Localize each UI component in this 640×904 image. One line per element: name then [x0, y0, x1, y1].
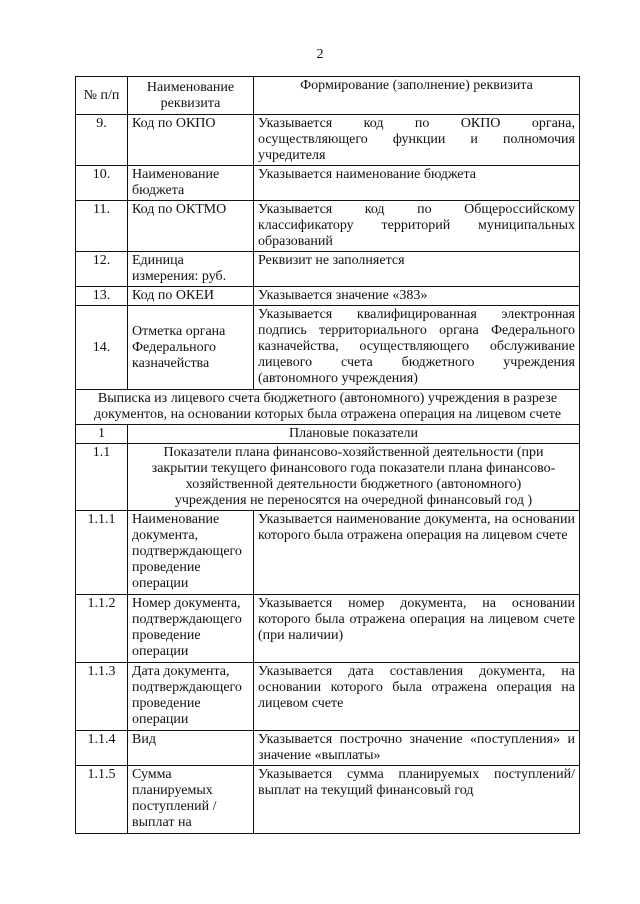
section-heading: Плановые показатели [128, 425, 580, 444]
table-row [76, 306, 580, 390]
table-row [76, 252, 580, 287]
row-description: Указывается построчно значение «поступления» и значение «выплаты» [254, 731, 580, 766]
row-name: Наименование бюджета [128, 166, 254, 201]
row-description: Указывается код по ОКПО органа, осуществляющего функции и полномочия учредителя [254, 115, 580, 166]
row-name: Сумма планируемых поступлений / выплат на [128, 766, 254, 834]
subsection-number: 1.1 [76, 444, 128, 511]
subsection-row [76, 444, 580, 511]
row-description: Указывается наименование документа, на основании которого была отражена операция на лицевом счете [254, 511, 580, 595]
row-description: Указывается квалифицированная электронная подпись территориального органа Федерального казначейства, осуществляющего обслуживание лицевого счета бюджетного учреждения (автономного учреждения) [254, 306, 580, 390]
header-number: № п/п [76, 77, 128, 115]
row-name: Код по ОКЕИ [128, 287, 254, 306]
subsection-heading: Показатели плана финансово-хозяйственной деятельности (при закрытии текущего финансового года показатели плана финансово-хозяйственной деятельности бюджетного (автономного) учреждения не переносятся на очередной финансовый год ) [128, 444, 580, 511]
section-title: Выписка из лицевого счета бюджетного (автономного) учреждения в разрезе документов, на основании которых была отражена операция на лицевом счете [76, 390, 580, 425]
row-number: 1.1.3 [76, 663, 128, 731]
row-number: 11. [76, 201, 128, 252]
header-requisite-name: Наименование реквизита [128, 77, 254, 115]
row-name: Наименование документа, подтверждающего проведение операции [128, 511, 254, 595]
section-row [76, 425, 580, 444]
row-number: 1.1.2 [76, 595, 128, 663]
table-row [76, 287, 580, 306]
row-name: Код по ОКТМО [128, 201, 254, 252]
table-row [76, 663, 580, 731]
row-number: 9. [76, 115, 128, 166]
row-description: Указывается номер документа, на основании которого была отражена операция на лицевом счете (при наличии) [254, 595, 580, 663]
row-description: Указывается значение «383» [254, 287, 580, 306]
row-description: Указывается код по Общероссийскому классификатору территорий муниципальных образований [254, 201, 580, 252]
row-number: 1.1.4 [76, 731, 128, 766]
table-row [76, 731, 580, 766]
row-name: Дата документа, подтверждающего проведение операции [128, 663, 254, 731]
header-filling-rule: Формирование (заполнение) реквизита [254, 77, 580, 115]
page-number: 2 [316, 47, 324, 62]
row-name: Номер документа, подтверждающего проведение операции [128, 595, 254, 663]
table-row [76, 766, 580, 834]
table-row [76, 201, 580, 252]
table-row [76, 595, 580, 663]
row-number: 13. [76, 287, 128, 306]
row-number: 14. [76, 306, 128, 390]
row-name: Вид [128, 731, 254, 766]
section-title-row [76, 390, 580, 425]
section-number: 1 [76, 425, 128, 444]
row-number: 1.1.5 [76, 766, 128, 834]
row-description: Реквизит не заполняется [254, 252, 580, 287]
row-number: 12. [76, 252, 128, 287]
requisites-table [75, 76, 580, 834]
row-description: Указывается наименование бюджета [254, 166, 580, 201]
row-description: Указывается дата составления документа, на основании которого была отражена операция на лицевом счете [254, 663, 580, 731]
row-number: 1.1.1 [76, 511, 128, 595]
table-row [76, 115, 580, 166]
row-number: 10. [76, 166, 128, 201]
row-name: Код по ОКПО [128, 115, 254, 166]
row-name: Единица измерения: руб. [128, 252, 254, 287]
table-header-row [76, 77, 580, 115]
row-name: Отметка органа Федерального казначейства [128, 306, 254, 390]
table-row [76, 511, 580, 595]
row-description: Указывается сумма планируемых поступлений/выплат на текущий финансовый год [254, 766, 580, 834]
table-row [76, 166, 580, 201]
